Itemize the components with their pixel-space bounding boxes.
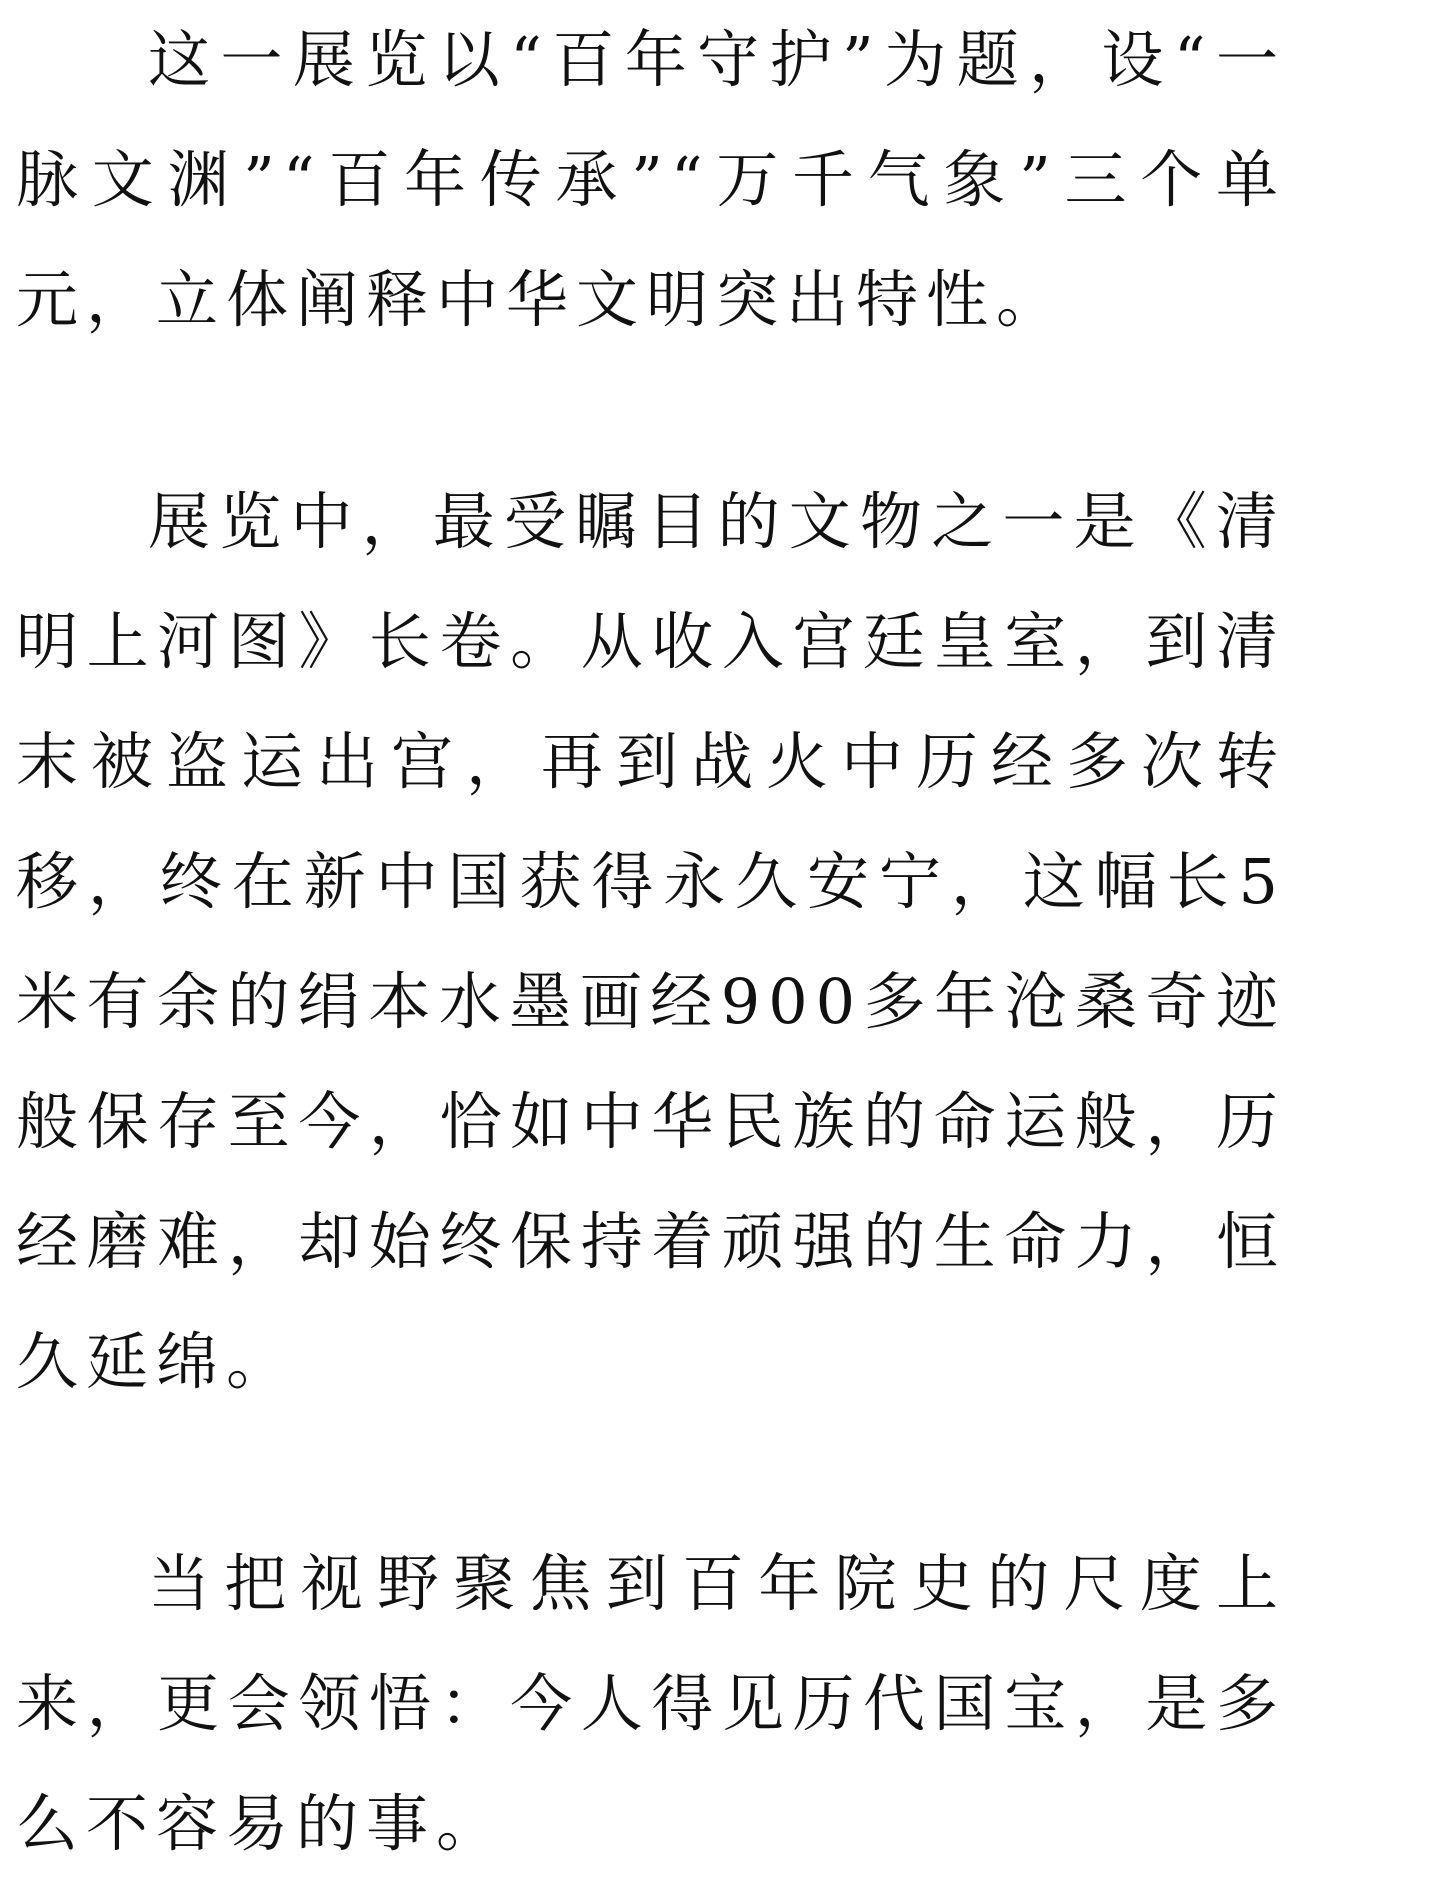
article-body xyxy=(16,0,1286,1884)
paragraph-qingming-scroll: 展览中，最受瞩目的文物之一是《清明上河图》长卷。从收入宫廷皇室，到清末被盗运出宫，再到战火中历经多次转移，终在新中国获得永久安宁，这幅长5米有余的绢本水墨画经900多年沧桑奇迹般保存至今，恰如中华民族的命运般，历经磨难，却始终保持着顽强的生命力，恒久延绵。 xyxy=(16,485,1286,1398)
paragraph-exhibition-theme: 这一展览以“百年守护”为题，设“一脉文渊”“百年传承”“万千气象”三个单元，立体阐释中华文明突出特性。 xyxy=(16,23,1286,336)
paragraph-museum-history: 当把视野聚焦到百年院史的尺度上来，更会领悟：今人得见历代国宝，是多么不容易的事。 xyxy=(16,1547,1286,1860)
